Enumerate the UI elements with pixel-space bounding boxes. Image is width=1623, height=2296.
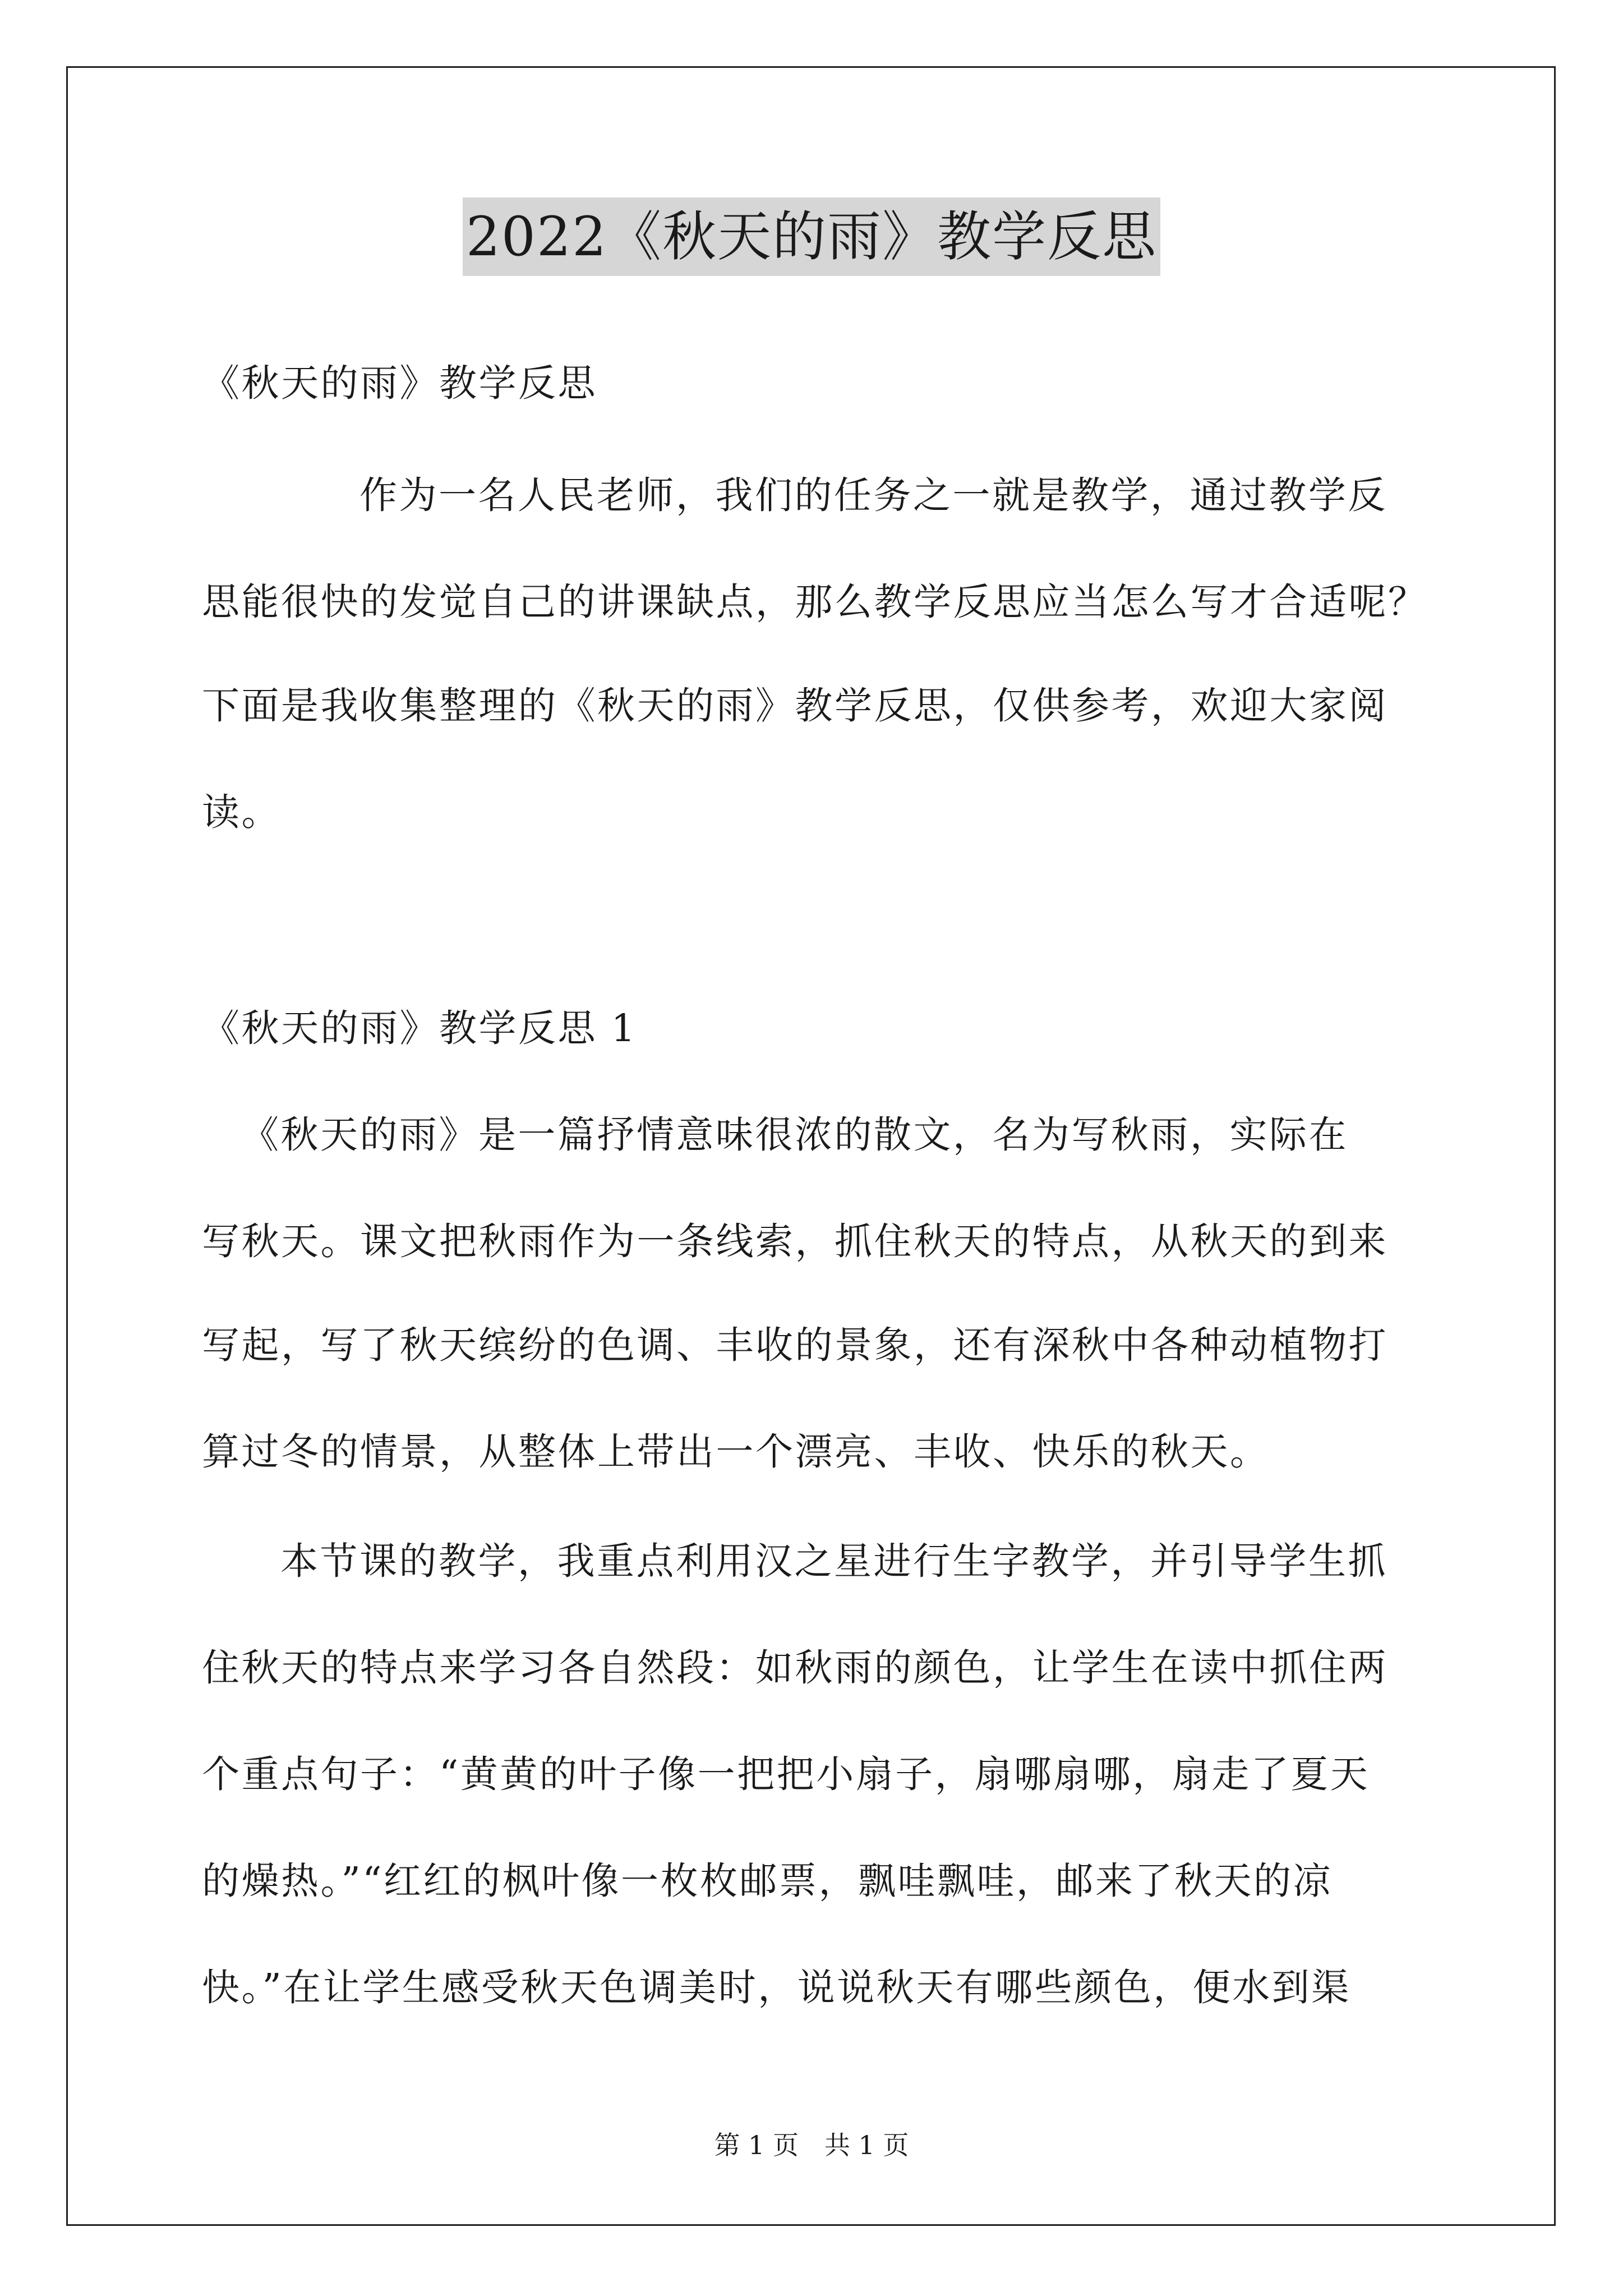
paragraph2-line-5: 快。”在让学生感受秋天色调美时，说说秋天有哪些颜色，便水到渠 [202, 1966, 1351, 2009]
page-number-footer: 第 1 页 共 1 页 [714, 2130, 909, 2160]
paragraph1-line-1: 《秋天的雨》是一篇抒情意味很浓的散文，名为写秋雨，实际在 [241, 1113, 1348, 1157]
document-title: 2022《秋天的雨》教学反思 [463, 197, 1160, 276]
subtitle: 《秋天的雨》教学反思 [202, 361, 597, 405]
paragraph1-line-3: 写起，写了秋天缤纷的色调、丰收的景象，还有深秋中各种动植物打 [202, 1323, 1388, 1367]
paragraph2-line-1: 本节课的教学，我重点利用汉之星进行生字教学，并引导学生抓 [280, 1539, 1387, 1583]
paragraph1-line-2: 写秋天。课文把秋雨作为一条线索，抓住秋天的特点，从秋天的到来 [202, 1220, 1388, 1263]
paragraph1-line-4: 算过冬的情景，从整体上带出一个漂亮、丰收、快乐的秋天。 [202, 1430, 1270, 1474]
intro-line-4: 读。 [202, 790, 281, 834]
paragraph2-line-3: 个重点句子：“黄黄的叶子像一把把小扇子，扇哪扇哪，扇走了夏天 [202, 1752, 1370, 1796]
paragraph2-line-2: 住秋天的特点来学习各自然段：如秋雨的颜色，让学生在读中抓住两 [202, 1646, 1388, 1690]
title-container [0, 197, 1623, 276]
intro-line-3: 下面是我收集整理的《秋天的雨》教学反思，仅供参考，欢迎大家阅 [202, 684, 1388, 728]
paragraph2-line-4: 的燥热。”“红红的枫叶像一枚枚邮票，飘哇飘哇，邮来了秋天的凉 [202, 1859, 1333, 1903]
section-heading: 《秋天的雨》教学反思 1 [202, 1006, 637, 1050]
intro-line-1: 作为一名人民老师，我们的任务之一就是教学，通过教学反 [280, 473, 1387, 517]
intro-line-2: 思能很快的发觉自己的讲课缺点，那么教学反思应当怎么写才合适呢？ [202, 580, 1428, 624]
